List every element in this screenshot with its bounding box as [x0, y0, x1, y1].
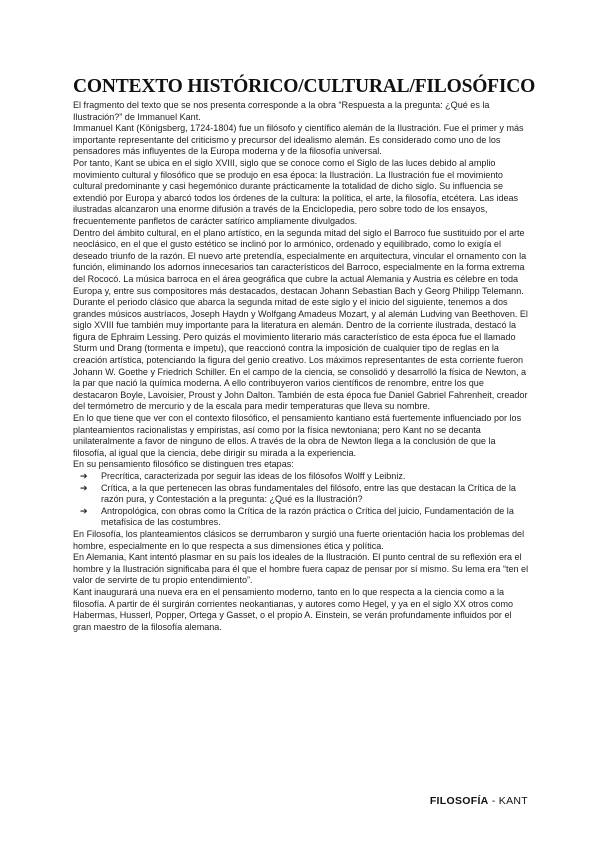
page-title: CONTEXTO HISTÓRICO/CULTURAL/FILOSÓFICO [73, 76, 536, 97]
paragraph-legacy: Kant inaugurará una nueva era en el pensamiento moderno, tanto en lo que respecta a la ciencia como a la filosofía. A partir de él surgirán corrientes neokantianas, y autores como Hegel, y ya en el siglo XX otros como Habermas, Husserl, Popper, Ortega y Gasset, o el propio A. Einstein, se verán profundamente influidos por el gran maestro de la filosofía alemana. [73, 586, 514, 632]
paragraph-kant-bio: Immanuel Kant (Königsberg, 1724-1804) fue un filósofo y científico alemán de la Ilustración. Fue el primer y más importante representante del criticismo y precursor del idealismo alemán. Es considerado como uno de los pensadores más influyentes de la Europa moderna y de la filosofía universal. [73, 123, 524, 157]
footer-separator: - [488, 795, 499, 807]
paragraph-intro: El fragmento del texto que se nos presenta corresponde a la obra “Respuesta a la pregunta: ¿Qué es la Ilustración?” de Immanuel Kant. [73, 100, 490, 122]
arrow-right-icon: ➔ [80, 471, 88, 481]
arrow-right-icon: ➔ [80, 505, 88, 516]
arrow-right-icon: ➔ [80, 482, 88, 493]
list-item [73, 483, 531, 506]
paragraph-stages-intro: En su pensamiento filosófico se distinguen tres etapas: [73, 459, 294, 470]
stage-text: Antropológica, con obras como la Crítica de la razón práctica o Crítica del juicio, Fundamentación de la metafísica de las costumbres. [101, 505, 514, 528]
list-item [73, 471, 531, 483]
page-footer [430, 795, 528, 807]
footer-topic: KANT [498, 795, 528, 807]
paragraph-germany: En Alemania, Kant intentó plasmar en su país los ideales de la Ilustración. El punto central de su reflexión era el hombre y la Ilustración significaba para él que el hombre fuera capaz de pensar por sí mismo. Su lema era “ten el valor de servirte de tu propio entendimiento”. [73, 552, 529, 586]
footer-subject: FILOSOFÍA [429, 795, 489, 807]
document-body [73, 100, 531, 633]
stage-text: Crítica, a la que pertenecen las obras fundamentales del filósofo, entre las que destacan la Crítica de la razón pura, y Contestación a la pregunta: ¿Qué es la Ilustración? [101, 482, 516, 505]
paragraph-ilustracion: Por tanto, Kant se ubica en el siglo XVIII, siglo que se conoce como el Siglo de las luces debido al amplio movimiento cultural y filosófico que se produjo en esa época: la Ilustración. La Ilustración fue el movimiento cultural predominante y casi hegemónico durante prácticamente la totalidad de dicho siglo. Su influencia se extendió por Europa y abarcó todos los órdenes de la cultura: la política, el arte, la filosofía, etcétera. Las ideas ilustradas alcanzaron una enorme difusión a través de la Enciclopedia, pero sobre todo de los ensayos, frecuentemente panfletos de carácter satírico ampliamente divulgados. [73, 157, 519, 226]
paragraph-cultural-context: Dentro del ámbito cultural, en el plano artístico, en la segunda mitad del siglo el Barroco fue sustituido por el arte neoclásico, en el que el gusto estético se inclinó por lo armónico, ordenado y equilibrado, como lo exigía el deseado triunfo de la razón. El nuevo arte pretendía, especialmente en arquitectura, vincular el ornamento con la función, eliminando los adornos innecesarios tan característicos del Barroco, especialmente en la forma extrema del Rococó. La música barroca en el área geográfica que cubre la actual Alemania y Austria es célebre en toda Europa y, entre sus compositores más destacados, destacan Johann Sebastian Bach y Georg Philipp Telemann. Durante el periodo clásico que abarca la segunda mitad de este siglo y el inicio del siguiente, tenemos a dos grandes músicos austríacos, Joseph Haydn y Wolfgang Amadeus Mozart, y al alemán Ludving van Beethoven. El siglo XVIII fue también muy importante para la literatura en alemán. Dentro de la corriente ilustrada, destacó la figura de Ephraim Lessing. Pero quizás el movimiento literario más característico de esta época fue el llamado Sturm und Drang (tormenta e ímpetu), que reaccionó contra la imposición de cualquier tipo de reglas en la creación artística, potenciando la figura del genio creativo. Los máximos representantes de esta corriente fueron Johann W. Goethe y Friedrich Schiller. En el campo de la ciencia, se consolidó y desarrolló la física de Newton, a la par que nació la química moderna. A ello contribuyeron varios científicos de renombre, entre los que destacaron Boyle, Lavoisier, Proust y John Dalton. También de esta época fue Daniel Gabriel Fahrenheit, creador del termómetro de mercurio y de la escala para medir temperaturas que lleva su nombre. [73, 227, 528, 412]
paragraph-philosophical-context: En lo que tiene que ver con el contexto filosófico, el pensamiento kantiano está fuertemente influenciado por los planteamientos racionalistas y empiristas, así como por la física newtoniana; pero Kant no se decanta unilateralmente a favor de ninguno de ellos. A través de la obra de Newton llega a la conclusión de que la filosofía, al igual que la ciencia, debe dirigir su mirada a la experiencia. [73, 413, 522, 458]
list-item [73, 506, 531, 529]
stages-list [73, 471, 531, 529]
paragraph-philosophy: En Filosofía, los planteamientos clásicos se derrumbaron y surgió una fuerte orientación hacia los problemas del hombre, especialmente en lo que respecta a sus dimensiones ética y política. [73, 528, 525, 551]
stage-text: Precrítica, caracterizada por seguir las ideas de los filósofos Wolff y Leibniz. [101, 471, 406, 481]
